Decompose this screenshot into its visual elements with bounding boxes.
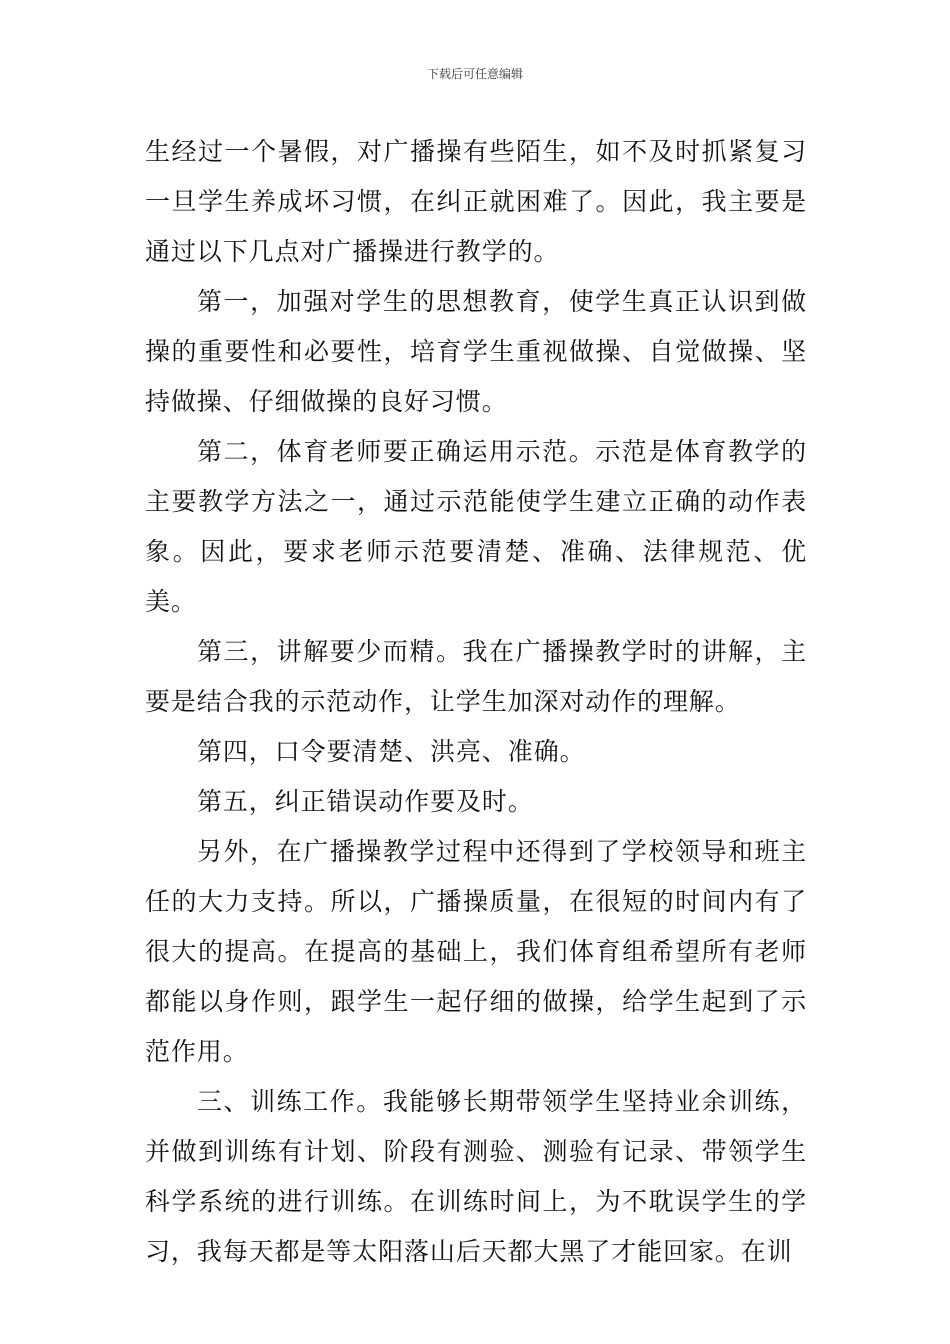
paragraph-point-three: 第三，讲解要少而精。我在广播操教学时的讲解，主要是结合我的示范动作，让学生加深对动作的理解。 xyxy=(145,637,807,716)
paragraph-continuation: 生经过一个暑假，对广播操有些陌生，如不及时抓紧复习一旦学生养成坏习惯，在纠正就困难了。因此，我主要是通过以下几点对广播操进行教学的。 xyxy=(145,137,807,266)
document-body xyxy=(145,127,807,1277)
page-header-note: 下载后可任意编辑 xyxy=(426,67,523,81)
paragraph-point-two: 第二，体育老师要正确运用示范。示范是体育教学的主要教学方法之一，通过示范能使学生建立正确的动作表象。因此，要求老师示范要清楚、准确、法律规范、优美。 xyxy=(145,437,807,616)
paragraph-additional-support: 另外，在广播操教学过程中还得到了学校领导和班主任的大力支持。所以，广播操质量，在很短的时间内有了很大的提高。在提高的基础上，我们体育组希望所有老师都能以身作则，跟学生一起仔细的做操，给学生起到了示范作用。 xyxy=(145,837,807,1066)
paragraph-point-five: 第五，纠正错误动作要及时。 xyxy=(197,787,534,816)
paragraph-training-work: 三、训练工作。我能够长期带领学生坚持业余训练，并做到训练有计划、阶段有测验、测验有记录、带领学生科学系统的进行训练。在训练时间上，为不耽误学生的学习，我每天都是等太阳落山后天都大黑了才能回家。在训 xyxy=(145,1087,807,1266)
paragraph-point-four: 第四，口令要清楚、洪亮、准确。 xyxy=(197,737,586,766)
paragraph-point-one: 第一，加强对学生的思想教育，使学生真正认识到做操的重要性和必要性，培育学生重视做操、自觉做操、坚持做操、仔细做操的良好习惯。 xyxy=(145,287,807,416)
